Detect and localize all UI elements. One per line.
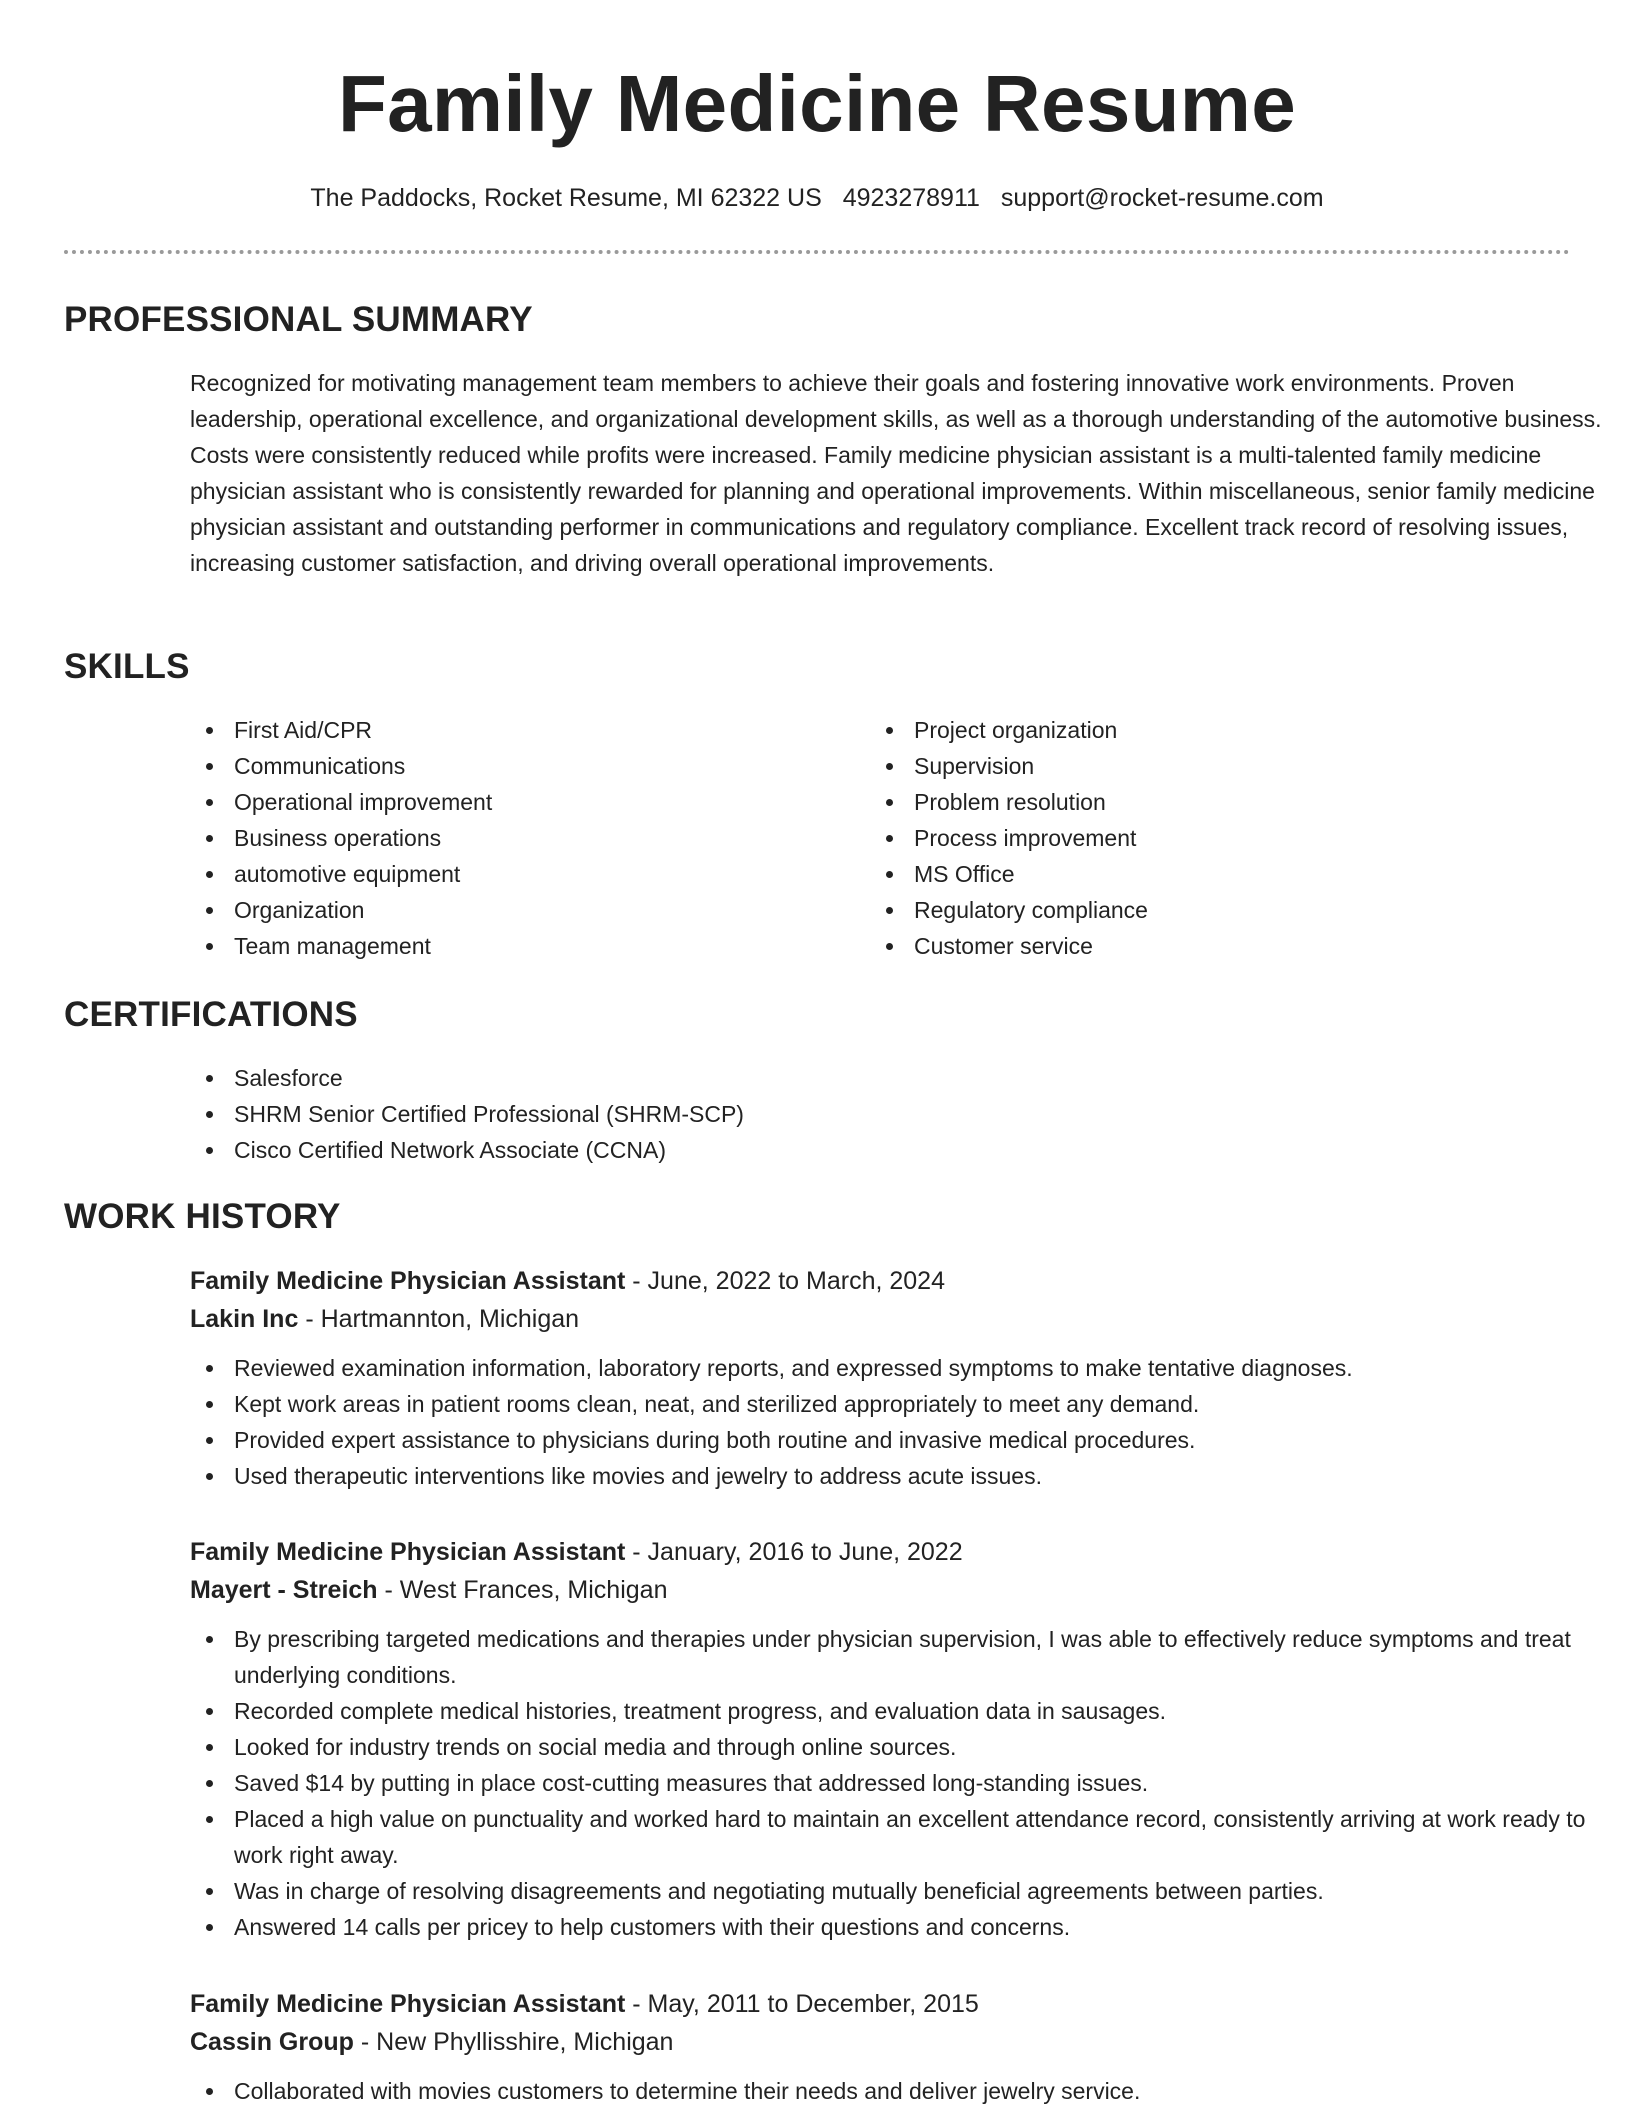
job-company-line <box>190 2023 1630 2061</box>
job-bullet: Used therapeutic interventions like movies and jewelry to address acute issues. <box>190 1458 1630 1494</box>
job-title: Family Medicine Physician Assistant <box>190 1990 626 2018</box>
job-company: Mayert - Streich <box>190 1576 378 1604</box>
contact-line <box>64 180 1570 216</box>
job-bullet: Was in charge of resolving disagreements and negotiating mutually beneficial agreements between parties. <box>190 1873 1630 1909</box>
job-company: Cassin Group <box>190 2028 354 2056</box>
job-bullet: Placed a high value on punctuality and worked hard to maintain an excellent attendance record, consistently arriving at work ready to work right away. <box>190 1801 1630 1873</box>
job-title-line <box>190 1985 1630 2023</box>
skill-item: MS Office <box>870 856 1510 892</box>
summary-text: Recognized for motivating management team members to achieve their goals and fostering innovative work environments. Proven leadership, operational excellence, and organizational development skills, as well as a thorough understanding of the automotive business. Costs were consistently reduced while profits were increased. Family medicine physician assistant is a multi-talented family medicine physician assistant who is consistently rewarded for planning and operational improvements. Within miscellaneous, senior family medicine physician assistant and outstanding performer in communications and regulatory compliance. Excellent track record of resolving issues, increasing customer satisfaction, and driving overall operational improvements. <box>190 370 1602 576</box>
skill-item: Process improvement <box>870 820 1510 856</box>
job-title-line <box>190 1262 1630 1300</box>
job-entry <box>190 1533 1630 1945</box>
certification-item: Cisco Certified Network Associate (CCNA) <box>190 1132 1190 1168</box>
job-bullet: By prescribing targeted medications and therapies under physician supervision, I was able to effectively reduce symptoms and treat underlying conditions. <box>190 1621 1630 1693</box>
contact-phone: 4923278911 <box>842 184 980 212</box>
skill-item: Team management <box>190 928 830 964</box>
certification-item: SHRM Senior Certified Professional (SHRM-SCP) <box>190 1096 1190 1132</box>
job-title: Family Medicine Physician Assistant <box>190 1267 626 1295</box>
job-title-line <box>190 1533 1630 1571</box>
certifications-heading: CERTIFICATIONS <box>64 995 358 1034</box>
skill-item: Business operations <box>190 820 830 856</box>
job-bullet: Provided expert assistance to physicians during both routine and invasive medical procedures. <box>190 1422 1630 1458</box>
skill-item: Problem resolution <box>870 784 1510 820</box>
skill-item: First Aid/CPR <box>190 712 830 748</box>
skills-column-right <box>870 712 1510 964</box>
job-company-line <box>190 1571 1630 1609</box>
skills-column-left <box>190 712 830 964</box>
contact-address: The Paddocks, Rocket Resume, MI 62322 US <box>310 184 822 212</box>
job-location: - Hartmannton, Michigan <box>298 1305 580 1333</box>
job-bullet: Reviewed examination information, laboratory reports, and expressed symptoms to make tentative diagnoses. <box>190 1350 1630 1386</box>
certifications-list <box>190 1060 1190 1168</box>
skill-item: Organization <box>190 892 830 928</box>
resume-title: Family Medicine Resume <box>337 59 1297 148</box>
job-dates: - June, 2022 to March, 2024 <box>625 1267 945 1295</box>
job-location: - West Frances, Michigan <box>377 1576 668 1604</box>
job-entry <box>190 1985 1630 2109</box>
skill-item: Operational improvement <box>190 784 830 820</box>
skills-heading: SKILLS <box>64 647 190 686</box>
work-history-heading: WORK HISTORY <box>64 1197 341 1236</box>
job-location: - New Phyllisshire, Michigan <box>353 2028 674 2056</box>
skill-item: Project organization <box>870 712 1510 748</box>
job-bullet: Saved $14 by putting in place cost-cutting measures that addressed long-standing issues. <box>190 1765 1630 1801</box>
job-bullet: Recorded complete medical histories, treatment progress, and evaluation data in sausages. <box>190 1693 1630 1729</box>
job-title: Family Medicine Physician Assistant <box>190 1538 626 1566</box>
summary-heading: PROFESSIONAL SUMMARY <box>64 300 533 339</box>
header-divider <box>64 250 1570 254</box>
job-dates: - January, 2016 to June, 2022 <box>625 1538 963 1566</box>
job-bullet: Answered 14 calls per pricey to help customers with their questions and concerns. <box>190 1909 1630 1945</box>
certification-item: Salesforce <box>190 1060 1190 1096</box>
job-entry <box>190 1262 1630 1494</box>
job-bullet: Kept work areas in patient rooms clean, neat, and sterilized appropriately to meet any demand. <box>190 1386 1630 1422</box>
job-company-line <box>190 1300 1630 1338</box>
job-bullet: Collaborated with movies customers to determine their needs and deliver jewelry service. <box>190 2073 1630 2109</box>
job-dates: - May, 2011 to December, 2015 <box>625 1990 979 2018</box>
skill-item: Communications <box>190 748 830 784</box>
contact-email: support@rocket-resume.com <box>1000 184 1324 212</box>
job-bullet: Looked for industry trends on social media and through online sources. <box>190 1729 1630 1765</box>
skill-item: Customer service <box>870 928 1510 964</box>
skill-item: Supervision <box>870 748 1510 784</box>
skill-item: Regulatory compliance <box>870 892 1510 928</box>
job-company: Lakin Inc <box>190 1305 299 1333</box>
skill-item: automotive equipment <box>190 856 830 892</box>
